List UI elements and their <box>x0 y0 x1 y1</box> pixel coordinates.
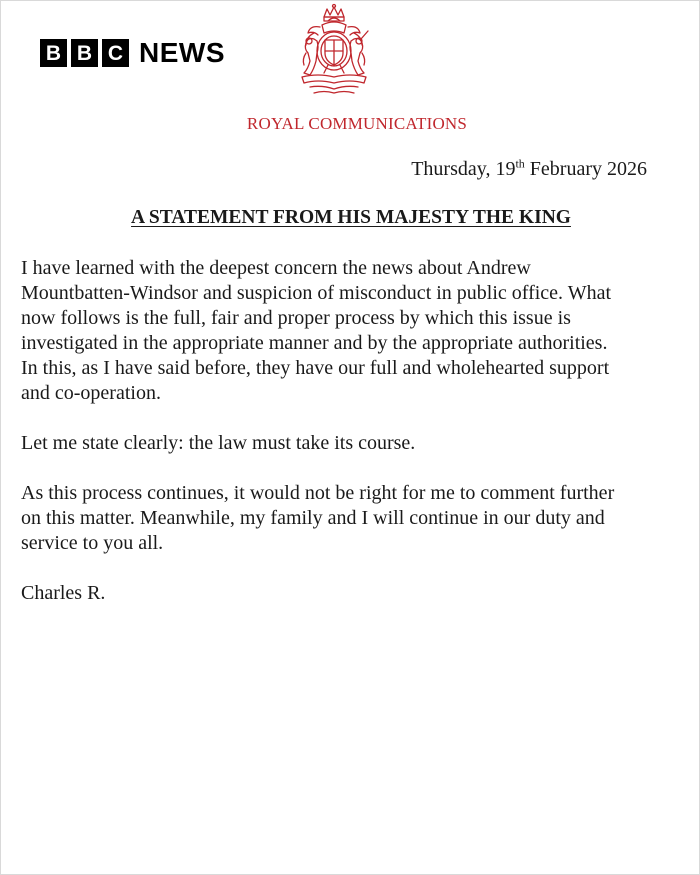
text-line: Mountbatten-Windsor and suspicion of misconduct in public office. What <box>21 282 612 304</box>
text-line: on this matter. Meanwhile, my family and I will continue in our duty and <box>21 507 605 529</box>
text-line: service to you all. <box>21 532 164 554</box>
statement-date <box>411 158 647 181</box>
royal-coat-of-arms-icon <box>284 3 384 99</box>
signature-line: Charles R. <box>21 582 106 604</box>
text-line: I have learned with the deepest concern the news about Andrew <box>21 257 531 279</box>
signature <box>21 581 661 606</box>
logo-block-b2: B <box>71 39 98 67</box>
paragraph <box>21 256 661 406</box>
text-line: and co-operation. <box>21 382 161 404</box>
text-line: As this process continues, it would not be right for me to comment further <box>21 482 615 504</box>
date-prefix: Thursday, 19 <box>411 158 516 180</box>
department-heading: ROYAL COMMUNICATIONS <box>246 114 468 133</box>
text-line: investigated in the appropriate manner and by the appropriate authorities. <box>21 332 608 354</box>
date-suffix: February 2026 <box>524 158 647 180</box>
statement-body <box>21 256 661 631</box>
statement-title: A STATEMENT FROM HIS MAJESTY THE KING <box>131 207 571 228</box>
bbc-news-logo <box>40 39 225 67</box>
text-line: Let me state clearly: the law must take its course. <box>21 432 416 454</box>
text-line: In this, as I have said before, they have our full and wholehearted support <box>21 357 610 379</box>
date-ordinal: th <box>515 156 525 171</box>
logo-block-b1: B <box>40 39 67 67</box>
text-line: now follows is the full, fair and proper process by which this issue is <box>21 307 571 329</box>
logo-block-c: C <box>102 39 129 67</box>
logo-word-news: NEWS <box>139 37 225 68</box>
paragraph <box>21 481 661 556</box>
paragraph <box>21 431 661 456</box>
